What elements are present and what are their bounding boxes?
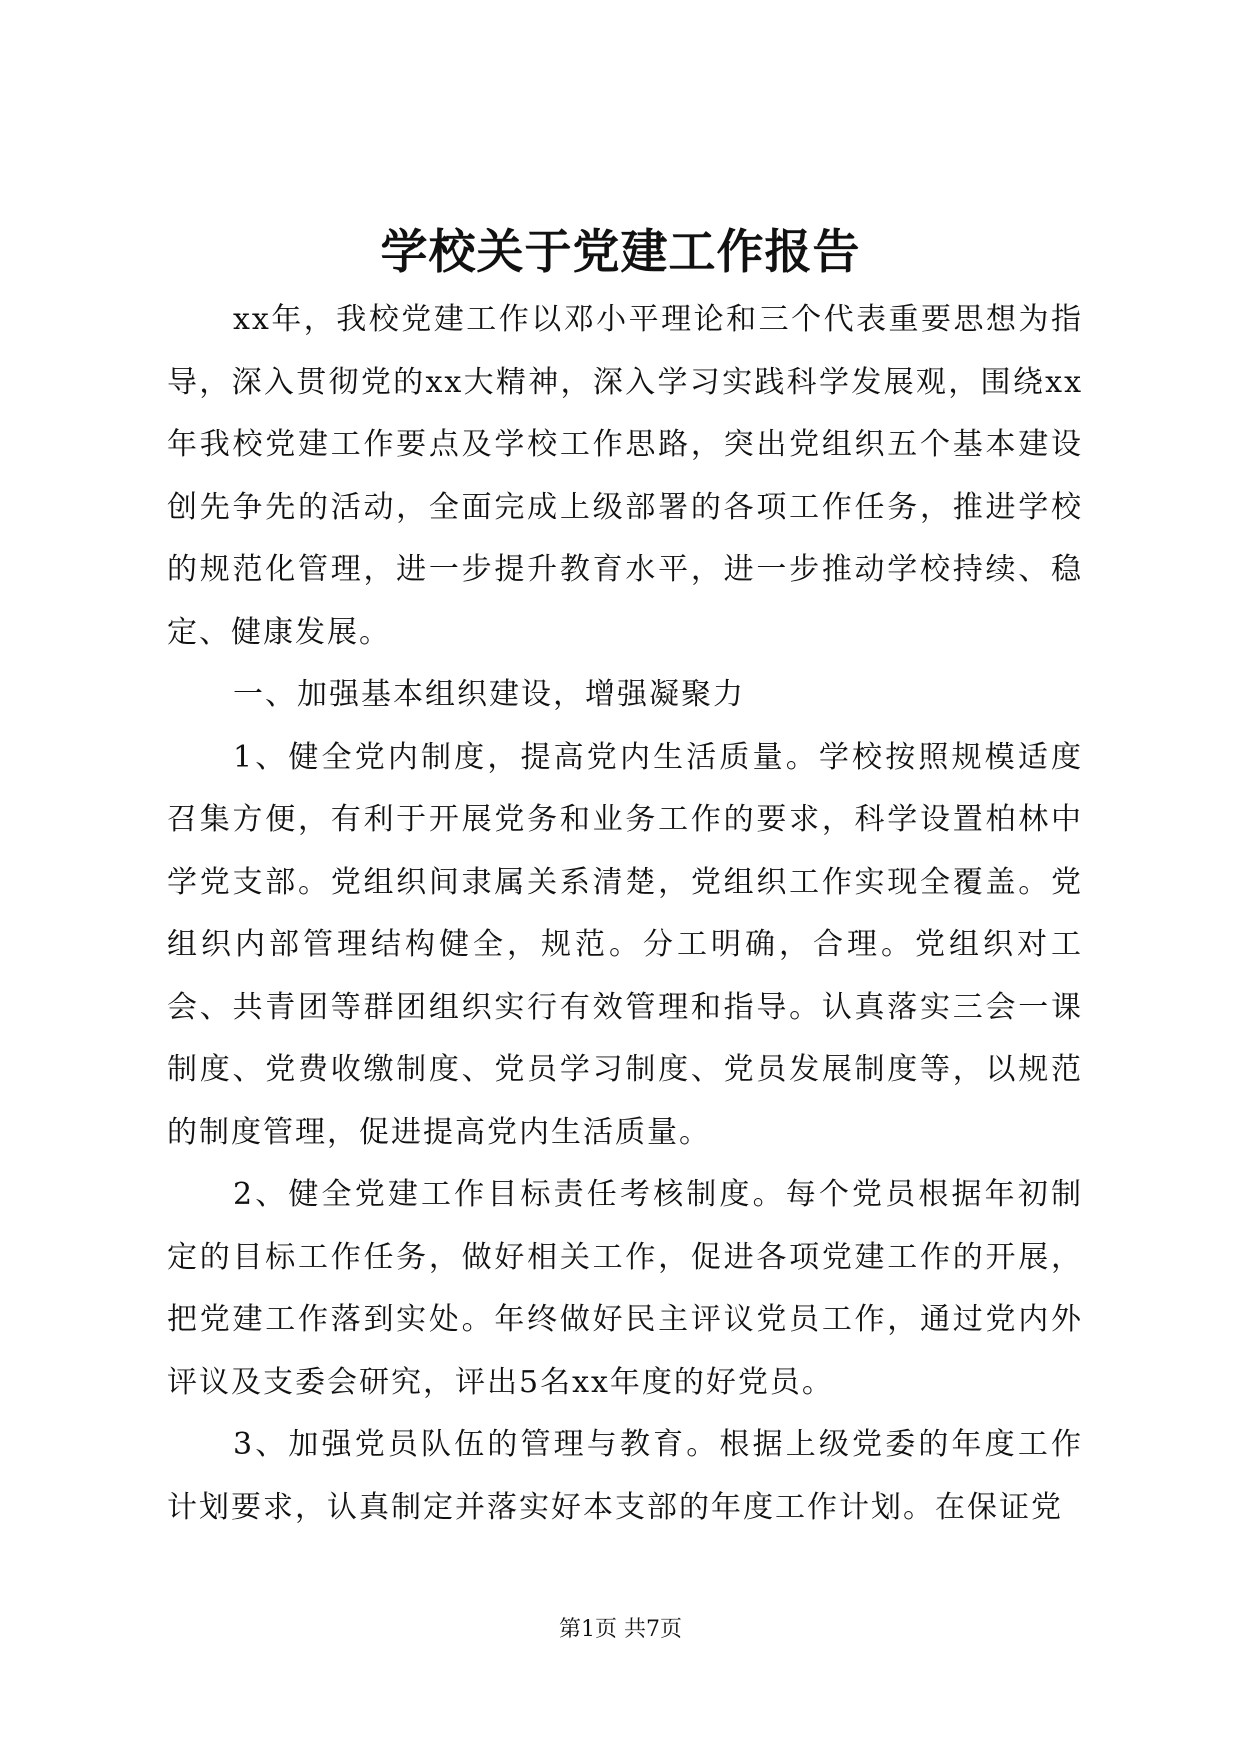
section-heading-1: 一、加强基本组织建设，增强凝聚力 bbox=[233, 677, 745, 712]
document-title: 学校关于党建工作报告 bbox=[380, 225, 861, 280]
paragraph-item-2: 2、健全党建工作目标责任考核制度。每个党员根据年初制定的目标工作任务，做好相关工作，促进各项党建工作的开展，把党建工作落到实处。年终做好民主评议党员工作，通过党内外评议及支委会研究，评出5名xx年度的好党员。 bbox=[167, 1177, 1083, 1400]
paragraph-intro: xx年，我校党建工作以邓小平理论和三个代表重要思想为指导，深入贯彻党的xx大精神，深入学习实践科学发展观，围绕xx年我校党建工作要点及学校工作思路，突出党组织五个基本建设创先争先的活动，全面完成上级部署的各项工作任务，推进学校的规范化管理，进一步提升教育水平，进一步推动学校持续、稳定、健康发展。 bbox=[167, 302, 1083, 650]
paragraph-item-3: 3、加强党员队伍的管理与教育。根据上级党委的年度工作计划要求，认真制定并落实好本支部的年度工作计划。在保证党 bbox=[167, 1427, 1083, 1525]
paragraph-item-1: 1、健全党内制度，提高党内生活质量。学校按照规模适度召集方便，有利于开展党务和业务工作的要求，科学设置柏林中学党支部。党组织间隶属关系清楚，党组织工作实现全覆盖。党组织内部管理结构健全，规范。分工明确，合理。党组织对工会、共青团等群团组织实行有效管理和指导。认真落实三会一课制度、党费收缴制度、党员学习制度、党员发展制度等，以规范的制度管理，促进提高党内生活质量。 bbox=[167, 739, 1083, 1150]
page-number-footer: 第1页 共7页 bbox=[559, 1617, 682, 1642]
document-body bbox=[167, 289, 1083, 1539]
